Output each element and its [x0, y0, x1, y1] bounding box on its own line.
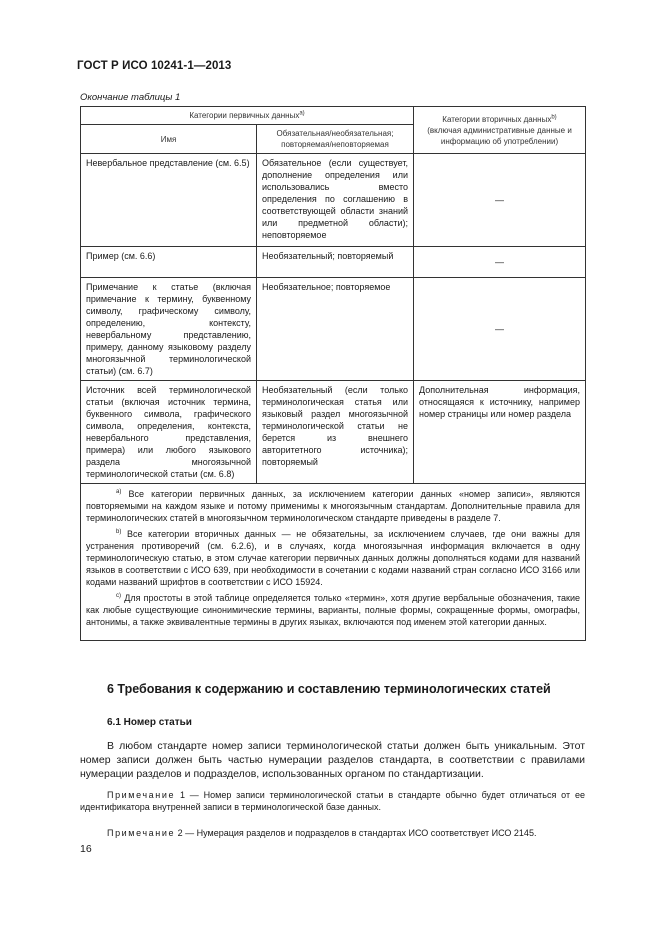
- row-obligation-cell: Необязательное; повторяемое: [257, 278, 414, 381]
- section-paragraph: В любом стандарте номер записи терминологической статьи должен быть уникальным. Этот номер записи должен быть частью нумерации разделов стандарта, в соответствии с правилами нумерации разделов и подразделов, использованных органом по стандартизации.: [80, 740, 585, 780]
- row-obligation-cell: Необязательный (если только терминологическая статья или языковый раздел многоязычной терминологической статьи не берется из внешнего авторитетного источника); повторяемый: [257, 381, 414, 484]
- footnote-c: $^{c)}$ Для простоты в этой таблице определяется только «термин», хотя другие вербальные обозначения, такие как любые существующие синонимические термины, варианты, полные формы, сокращенные формы, омографы, антонимы, а также эквивалентные термины в других языках, включаются под именем этой категории данных.: [86, 593, 580, 627]
- data-categories-table: [80, 106, 586, 641]
- document-header: ГОСТ Р ИСО 10241-1—2013: [77, 60, 232, 72]
- table-row: [81, 381, 586, 484]
- table-footnotes: [81, 484, 586, 641]
- table-caption: Окончание таблицы 1: [80, 92, 181, 103]
- row-name-cell: Пример (см. 6.6): [81, 247, 257, 278]
- note-2: Примечание 2 — Нумерация разделов и подразделов в стандартах ИСО соответствует ИСО 2145.: [107, 828, 537, 838]
- row-obligation-cell: Обязательное (если существует, дополнение определения или использовались вместо определения по соглашению в соответствующей области знаний или предметной области); неповторяемое: [257, 154, 414, 247]
- row-obligation-cell: Необязательный; повторяемый: [257, 247, 414, 278]
- row-secondary-cell: —: [414, 247, 586, 278]
- row-name-cell: Источник всей терминологической статьи (включая источник термина, буквенного символа, графического символа, определения, контекста, невербального представления, примера) или любого языкового раздела многоязычной терминологической статьи (см. 6.8): [81, 381, 257, 484]
- section-title: 6 Требования к содержанию и составлению терминологических статей: [107, 682, 551, 696]
- footnote-b: $^{b)}$ Все категории вторичных данных — не обязательны, за исключением случаев, где они важны для устранения противоречий (см. 6.2.6), и в случаях, когда многоязычная информация включается в одну терминологическую статью, в этом случае категории первичных данных должны дополняться кодами для названий языков в соответствии с ИСО 639, при необходимости в сочетании с кодами названий стран согласно ИСО 3166 или кодами названий шрифтов в соответствии с ИСО 15924.: [86, 529, 580, 587]
- table-header-row-1: [81, 107, 586, 125]
- row-secondary-cell: Дополнительная информация, относящаяся к источнику, например номер страницы или номер раздела: [414, 381, 586, 484]
- table-row: [81, 247, 586, 278]
- page-number: 16: [80, 843, 92, 855]
- table-row: [81, 154, 586, 247]
- table-footnotes-row: [81, 484, 586, 641]
- table-row: [81, 278, 586, 381]
- subsection-title: 6.1 Номер статьи: [107, 717, 192, 728]
- primary-categories-header: Категории первичных данных$^{a)}$: [81, 107, 414, 125]
- footnote-a: $^{a)}$ Все категории первичных данных, за исключением категории данных «номер записи», являются повторяемыми на каждом языке и потому применимы к многоязычным стандартам. Дополнительные правила для терминологических статей в многоязычном терминологическом стандарте приведены в разделе 7.: [86, 489, 580, 523]
- note-1: Примечание 1 — Номер записи терминологической статьи в стандарте обычно будет отличаться от ее идентификатора внутренней записи в терминологической базе данных.: [80, 790, 585, 812]
- row-secondary-cell: —: [414, 278, 586, 381]
- row-name-cell: Невербальное представление (см. 6.5): [81, 154, 257, 247]
- column-header-name: Имя: [81, 125, 257, 154]
- row-secondary-cell: —: [414, 154, 586, 247]
- secondary-categories-header: Категории вторичных данных$^{b)}$ (включая административные данные и информацию об употреблении): [414, 107, 586, 154]
- column-header-obligation: Обязательная/необязательная; повторяемая/неповторяемая: [257, 125, 414, 154]
- row-name-cell: Примечание к статье (включая примечание к термину, буквенному символу, графическому символу, определению, контексту, невербальному представлению, примеру, данному языковому разделу многоязычной терминологической статьи) (см. 6.7): [81, 278, 257, 381]
